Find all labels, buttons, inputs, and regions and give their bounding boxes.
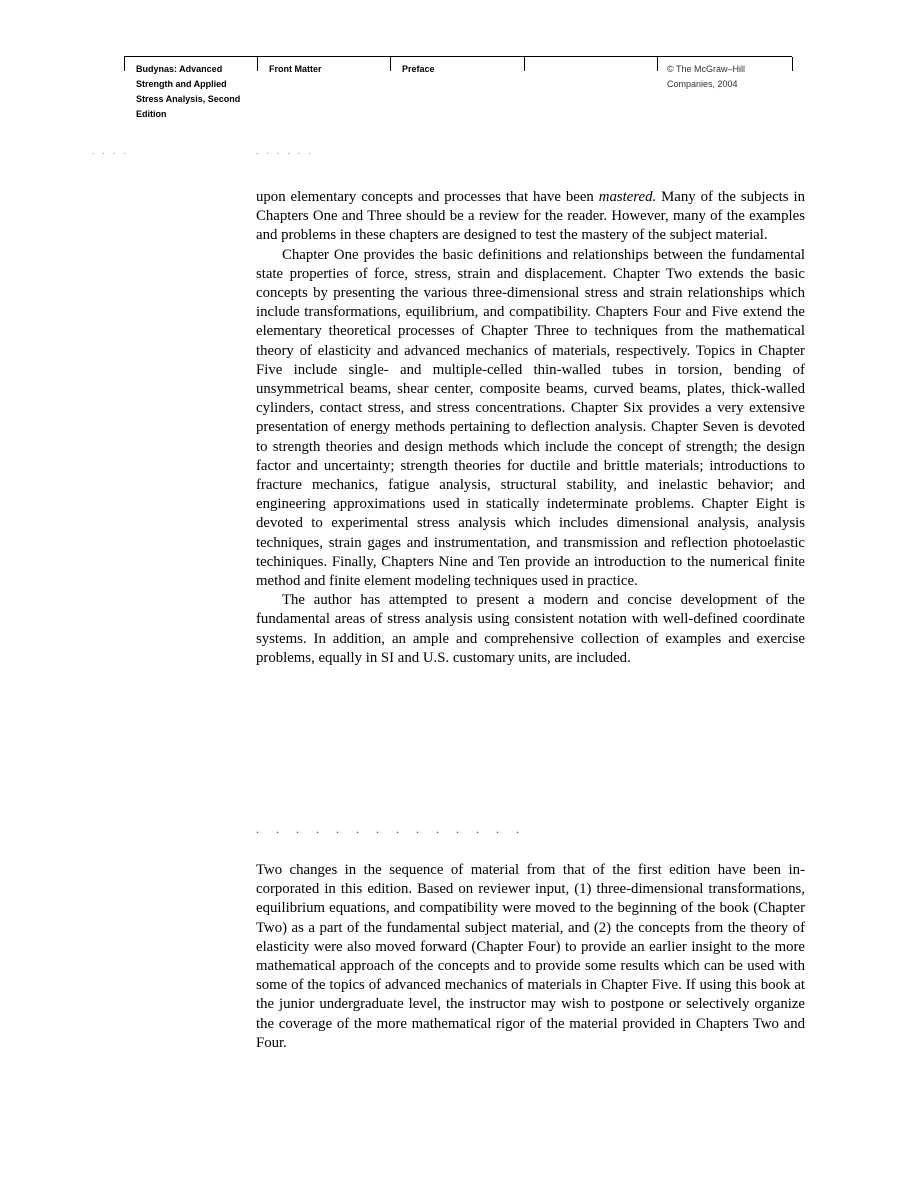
page-number-remnant: . . . . xyxy=(92,146,129,156)
header-book-line: Budynas: Advanced xyxy=(136,64,223,74)
header-book-title xyxy=(136,62,240,122)
preface-section-continued xyxy=(256,188,805,668)
header-divider xyxy=(524,57,525,71)
header-divider xyxy=(124,57,125,71)
header-book-line: Strength and Applied xyxy=(136,79,227,89)
header-divider xyxy=(257,57,258,71)
preface-section-changes xyxy=(256,861,805,1053)
paragraph: Chapter One provides the basic definitions and relationships between the fundamental state properties of force, stress, strain and displacement. Chapter Two extends the basic concepts by presenting the various three-dimensional stress and strain relationships which include transformations, equilibrium, and compatibility. Chapters Four and Five extend the elementary theoretical processes of Chapter Three to techniques from the mathematical theory of elasticity and advanced mechanics of materials, respectively. Topics in Chapter Five include single- and multiple-celled thin-walled tubes in torsion, bending of unsymmetrical beams, shear center, composite beams, curved beams, plates, thick-walled cylinders, contact stress, and stress concentrations. Chapter Six provides a very extensive presentation of energy methods pertaining to deflection analysis. Chapter Seven is devoted to strength theories and design methods which include the concept of strength; the design factor and uncertainty; strength theories for ductile and brittle materials; introductions to fracture mechanics, fatigue analysis, structural stability, and inelastic behavior; and engineering approximations used in statically indeterminate problems. Chapter Eight is devoted to experimental stress analysis which includes dimensional analysis, analysis techniques, strain gages and instrumentation, and transmission and reflection photoelastic techiniques. Finally, Chapters Nine and Ten provide an introduction to the numerical finite method and finite element modeling techniques used in practice. xyxy=(256,246,805,590)
header-section: Front Matter xyxy=(269,64,322,74)
paragraph xyxy=(256,188,805,246)
section-heading: . . . . . . . . . . . . . . xyxy=(256,822,526,836)
paragraph: The author has attempted to present a modern and concise development of the fundamental areas of stress analysis using consistent notation with well-defined coordinate systems. In addition, an ample and comprehensive collection of examples and exercise problems, equally in SI and U.S. customary units, are included. xyxy=(256,592,805,666)
header-publisher xyxy=(667,62,745,92)
header-book-line: Stress Analysis, Second xyxy=(136,94,241,104)
paragraph-text: Many of the subjects in Chapters One and Three should be a review for the reader. However, many of the examples and problems in these chapters are designed to test the mastery of the subject material. xyxy=(256,189,805,244)
paragraph-text: upon elementary concepts and processes that have been xyxy=(256,189,599,205)
header-book-line: Edition xyxy=(136,109,167,119)
header-publisher-line: Companies, 2004 xyxy=(667,79,738,89)
header-chapter: Preface xyxy=(402,64,435,74)
header-divider xyxy=(390,57,391,71)
header-publisher-line: © The McGraw–Hill xyxy=(667,64,745,74)
page-heading-remnant: . . . . . . xyxy=(256,146,314,156)
paragraph: Two changes in the sequence of material from that of the first edition have been incorporated in this edition. Based on reviewer input, (1) three-dimensional transformations, equilibrium equations, and compatibility were moved to the beginning of the book (Chapter Two) as a part of the fundamental subject material, and (2) the concepts from the theory of elasticity were also moved forward (Chapter Four) to provide an earlier insight to the more mathematical approach of the concepts and to provide some results which can be used with some of the topics of advanced mechanics of materials in Chapter Five. If using this book at the junior undergraduate level, the instructor may wish to postpone or selectively organize the coverage of the more mathematical rigor of the material provided in Chapters Two and Four. xyxy=(256,862,805,1051)
emphasis-text: mastered. xyxy=(598,189,657,205)
